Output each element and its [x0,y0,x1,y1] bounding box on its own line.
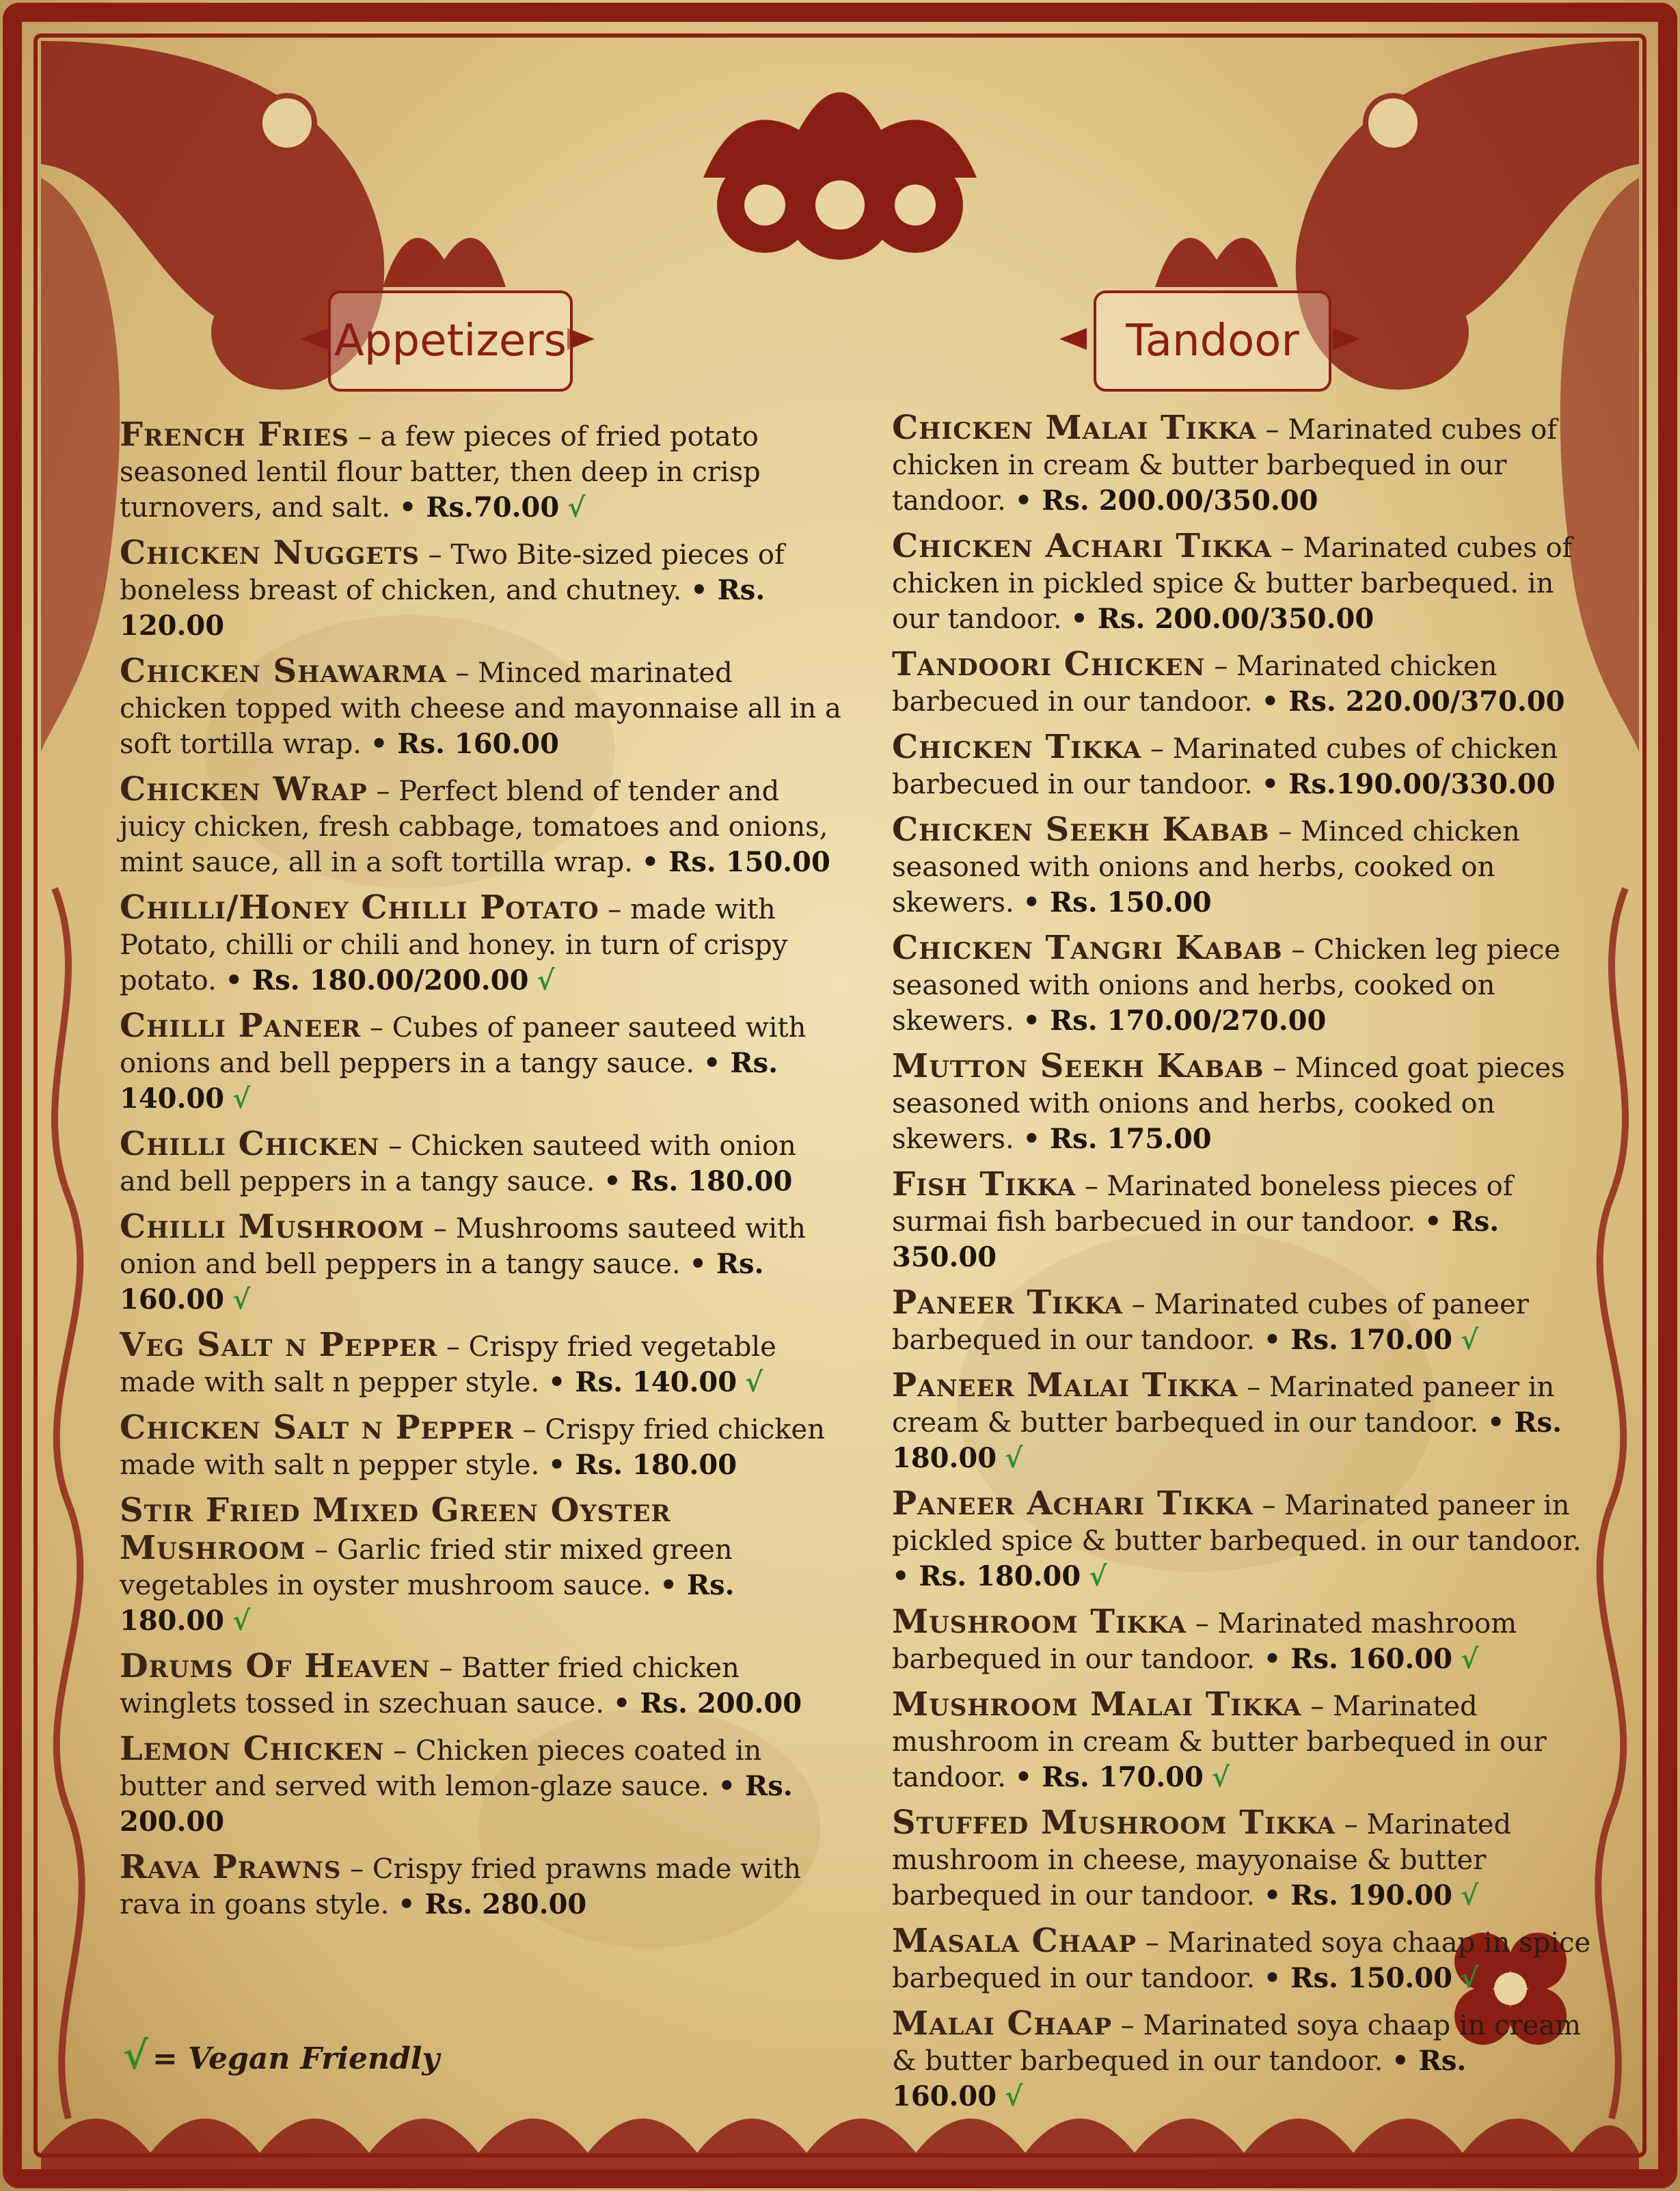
price-bullet: • [1261,685,1289,718]
item-name: Stir Fried Mixed Green Oyster Mushroom [120,1491,671,1567]
menu-item [120,1849,848,1922]
item-description: – Marinated mushroom in cream & butter barbequed in our tandoor. [892,1691,1547,1793]
item-description: – Mushrooms sauteed with onion and bell peppers in a tangy sauce. [120,1213,806,1280]
item-name: Paneer Achari Tikka [892,1484,1254,1523]
item-name: Chicken Achari Tikka [892,527,1272,565]
menu-item [120,653,848,762]
item-price: Rs. 175.00 [1049,1123,1212,1155]
item-price: Rs. 190.00 [1290,1879,1452,1911]
menu-item [120,1126,848,1199]
price-bullet: • [1263,1643,1291,1675]
item-description: – Marinated soya chaap in cream & butter barbequed in our tandoor. [892,2010,1582,2077]
item-price: Rs. 180.00 [575,1449,737,1481]
item-price: Rs. 180.00 [120,1569,735,1637]
item-description: – Chicken pieces coated in butter and served with lemon-glaze sauce. [120,1735,762,1802]
item-description: – Marinated mashroom barbequed in our tandoor. [892,1608,1517,1675]
vegan-leaf-icon: √ [232,1605,251,1637]
item-name: Chilli Chicken [120,1125,380,1163]
price-bullet: • [398,1888,425,1920]
menu-item [120,890,848,998]
vegan-leaf-icon: √ [232,1283,251,1316]
vegan-leaf-icon: √ [1005,2080,1023,2112]
menu-item [120,1327,848,1400]
bottom-scallop-ornament [41,2119,1639,2180]
item-description: – made with Potato, chilli or chili and honey. in turn of crispy potato. [120,894,788,996]
menu-item [892,1486,1606,1594]
vegan-leaf-icon: √ [1460,1643,1479,1675]
section-label-appetizers: Appetizers [328,290,573,392]
item-name: Paneer Malai Tikka [892,1366,1238,1404]
item-price: Rs. 170.00 [1290,1324,1452,1356]
menu-item [892,812,1606,921]
item-price: Rs. 200.00/350.00 [1042,485,1318,517]
item-price: Rs. 140.00 [575,1366,737,1398]
item-name: Chicken Wrap [120,770,368,808]
menu-item [892,528,1606,637]
item-price: Rs.190.00/330.00 [1288,768,1556,800]
item-description: – Marinated soya chaap in spice barbequed in our tandoor. [892,1927,1591,1994]
item-description: – Marinated cubes of paneer barbequed in our tandoor. [892,1289,1529,1356]
item-price: Rs. 160.00 [1290,1643,1452,1675]
item-name: Rava Prawns [120,1848,342,1886]
item-name: Chilli Mushroom [120,1208,425,1246]
price-bullet: • [612,1687,640,1719]
price-bullet: • [1022,1005,1050,1037]
item-price: Rs. 120.00 [120,574,766,642]
item-price: Rs. 150.00 [668,846,830,878]
menu-item [892,1048,1606,1157]
tandoor-column [892,410,1606,2124]
item-description: – Cubes of paneer sauteed with onions and bell peppers in a tangy sauce. [120,1012,807,1079]
price-bullet: • [1392,2045,1419,2077]
top-center-floral-ornament [703,92,977,260]
item-description: – Minced chicken seasoned with onions and herbs, cooked on skewers. [892,816,1520,918]
item-price: Rs. 180.00/200.00 [252,964,529,996]
item-price: Rs. 150.00 [1049,886,1212,918]
legend-text: = Vegan Friendly [152,2041,440,2076]
item-description: – Marinated paneer in cream & butter barbequed in our tandoor. [892,1372,1555,1439]
price-bullet: • [1014,485,1042,517]
price-bullet: • [703,1047,731,1079]
item-price: Rs. 170.00 [1042,1761,1204,1793]
menu-item [120,535,848,644]
item-name: Chicken Shawarma [120,652,447,690]
vegan-leaf-icon: √ [232,1083,251,1115]
vegan-leaf-icon: √ [1089,1560,1107,1592]
item-price: Rs. 160.00 [892,2045,1467,2112]
item-name: Masala Chaap [892,1922,1137,1960]
menu-item [892,410,1606,519]
lotus-ornament-left [383,238,506,287]
menu-item [892,2006,1606,2114]
price-bullet: • [660,1569,687,1601]
item-name: Veg Salt n Pepper [120,1326,438,1364]
item-price: Rs. 350.00 [892,1206,1500,1273]
menu-item [892,930,1606,1039]
menu-item [892,1687,1606,1795]
menu-item [120,1493,848,1639]
menu-item [120,772,848,880]
item-price: Rs.70.00 [426,491,560,523]
item-price: Rs. 200.00 [640,1687,802,1719]
item-name: Chilli Paneer [120,1007,362,1045]
item-description: – Chicken sauteed with onion and bell peppers in a tangy sauce. [120,1130,796,1197]
menu-item [120,1648,848,1722]
item-price: Rs. 180.00 [630,1165,793,1197]
item-description: – Minced marinated chicken topped with cheese and mayonnaise all in a soft tortilla wrap. [120,657,841,760]
menu-item [892,1285,1606,1358]
item-price: Rs. 140.00 [120,1047,778,1115]
item-name: Tandoori Chicken [892,645,1206,683]
lotus-ornament-right [1155,238,1278,287]
item-description: – Garlic fried stir mixed green vegetables in oyster mushroom sauce. [120,1534,733,1601]
menu-item [120,1209,848,1318]
item-name: Paneer Tikka [892,1283,1124,1322]
price-bullet: • [398,491,426,523]
menu-item [120,1731,848,1840]
vegan-leaf-icon: √ [567,491,586,523]
item-name: Chicken Tangri Kabab [892,929,1283,967]
vegan-leaf-icon: √ [537,964,555,996]
item-name: French Fries [120,416,349,454]
vegan-leaf-icon: √ [1211,1761,1230,1793]
item-description: – Marinated paneer in pickled spice & butter barbequed. in our tandoor. [892,1490,1582,1557]
price-bullet: • [1022,886,1050,918]
vegan-leaf-icon: √ [1005,1442,1023,1474]
menu-item [892,1805,1606,1914]
price-bullet: • [1014,1761,1042,1793]
item-name: Mushroom Tikka [892,1603,1187,1641]
item-price: Rs. 160.00 [120,1248,764,1316]
menu-item [120,1410,848,1483]
price-bullet: • [604,1165,631,1197]
vegan-leaf-icon: √ [745,1366,763,1398]
price-bullet: • [718,1770,746,1802]
item-description: – Minced goat pieces seasoned with onions and herbs, cooked on skewers. [892,1052,1565,1155]
item-name: Chicken Salt n Pepper [120,1408,514,1447]
price-bullet: • [689,1248,716,1280]
item-name: Mushroom Malai Tikka [892,1685,1302,1724]
item-description: – Chicken leg piece seasoned with onions and herbs, cooked on skewers. [892,934,1560,1037]
item-price: Rs. 280.00 [424,1888,587,1920]
menu-item [120,1008,848,1117]
price-bullet: • [370,728,398,760]
vegan-legend [123,2033,439,2078]
price-bullet: • [1263,1962,1291,1994]
vegan-leaf-icon: √ [123,2033,148,2078]
item-name: Drums Of Heaven [120,1647,431,1685]
menu-item [892,729,1606,802]
price-bullet: • [225,964,252,996]
item-name: Mutton Seekh Kabab [892,1047,1264,1085]
item-name: Fish Tikka [892,1165,1076,1203]
item-price: Rs. 160.00 [397,728,559,760]
item-name: Chilli/Honey Chilli Potato [120,888,599,927]
item-description: – Perfect blend of tender and juicy chicken, fresh cabbage, tomatoes and onions, mint sauce, all in a soft tortilla wrap. [120,776,828,878]
price-bullet: • [690,574,718,606]
price-bullet: • [1263,1324,1291,1356]
price-bullet: • [1263,1879,1291,1911]
item-name: Chicken Malai Tikka [892,409,1257,447]
price-bullet: • [1070,603,1098,635]
item-description: – Marinated cubes of chicken barbecued in our tandoor. [892,733,1558,800]
item-name: Lemon Chicken [120,1730,385,1768]
item-name: Chicken Seekh Kabab [892,811,1270,849]
item-description: – Marinated chicken barbecued in our tandoor. [892,651,1498,718]
menu-item [892,1367,1606,1476]
item-description: – Crispy fried vegetable made with salt n pepper style. [120,1331,776,1398]
item-price: Rs. 180.00 [919,1560,1081,1592]
price-bullet: • [1022,1123,1050,1155]
item-description: – Marinated cubes of chicken in pickled spice & butter barbequed. in our tandoor. [892,532,1573,635]
vegan-leaf-icon: √ [1460,1962,1479,1994]
price-bullet: • [641,846,669,878]
item-name: Chicken Tikka [892,728,1142,766]
item-price: Rs. 200.00 [120,1770,793,1838]
price-bullet: • [547,1449,575,1481]
item-name: Malai Chaap [892,2004,1113,2043]
menu-item [892,1167,1606,1275]
menu-item [120,417,848,526]
price-bullet: • [1424,1206,1452,1238]
menu-item [892,647,1606,720]
appetizers-column [120,417,848,1932]
item-description: – Marinated cubes of chicken in cream & butter barbequed in our tandoor. [892,414,1558,517]
item-description: – Two Bite-sized pieces of boneless breast of chicken, and chutney. [120,539,785,606]
price-bullet: • [1487,1406,1515,1439]
item-price: Rs. 180.00 [892,1406,1562,1474]
section-label-tandoor: Tandoor [1094,290,1331,392]
vegan-leaf-icon: √ [1460,1879,1479,1911]
price-bullet: • [1261,768,1289,800]
item-description: – Batter fried chicken winglets tossed in szechuan sauce. [120,1652,740,1719]
item-description: – Crispy fried chicken made with salt n pepper style. [120,1414,825,1481]
item-price: Rs. 220.00/370.00 [1288,685,1565,718]
item-price: Rs. 170.00/270.00 [1049,1005,1327,1037]
price-bullet: • [892,1560,919,1592]
item-price: Rs. 200.00/350.00 [1097,603,1374,635]
menu-item [892,1604,1606,1677]
item-description: – Crispy fried prawns made with rava in goans style. [120,1853,802,1920]
item-name: Chicken Nuggets [120,534,420,572]
item-price: Rs. 150.00 [1290,1962,1452,1994]
vegan-leaf-icon: √ [1460,1324,1479,1356]
menu-item [892,1923,1606,1996]
item-description: – Marinated boneless pieces of surmai fish barbecued in our tandoor. [892,1171,1513,1238]
price-bullet: • [547,1366,575,1398]
item-name: Stuffed Mushroom Tikka [892,1804,1336,1842]
item-description: – Marinated mushroom in cheese, mayyonaise & butter barbequed in our tandoor. [892,1809,1512,1911]
item-description: – a few pieces of fried potato seasoned lentil flour batter, then deep in crisp turnovers, and salt. [120,421,761,523]
